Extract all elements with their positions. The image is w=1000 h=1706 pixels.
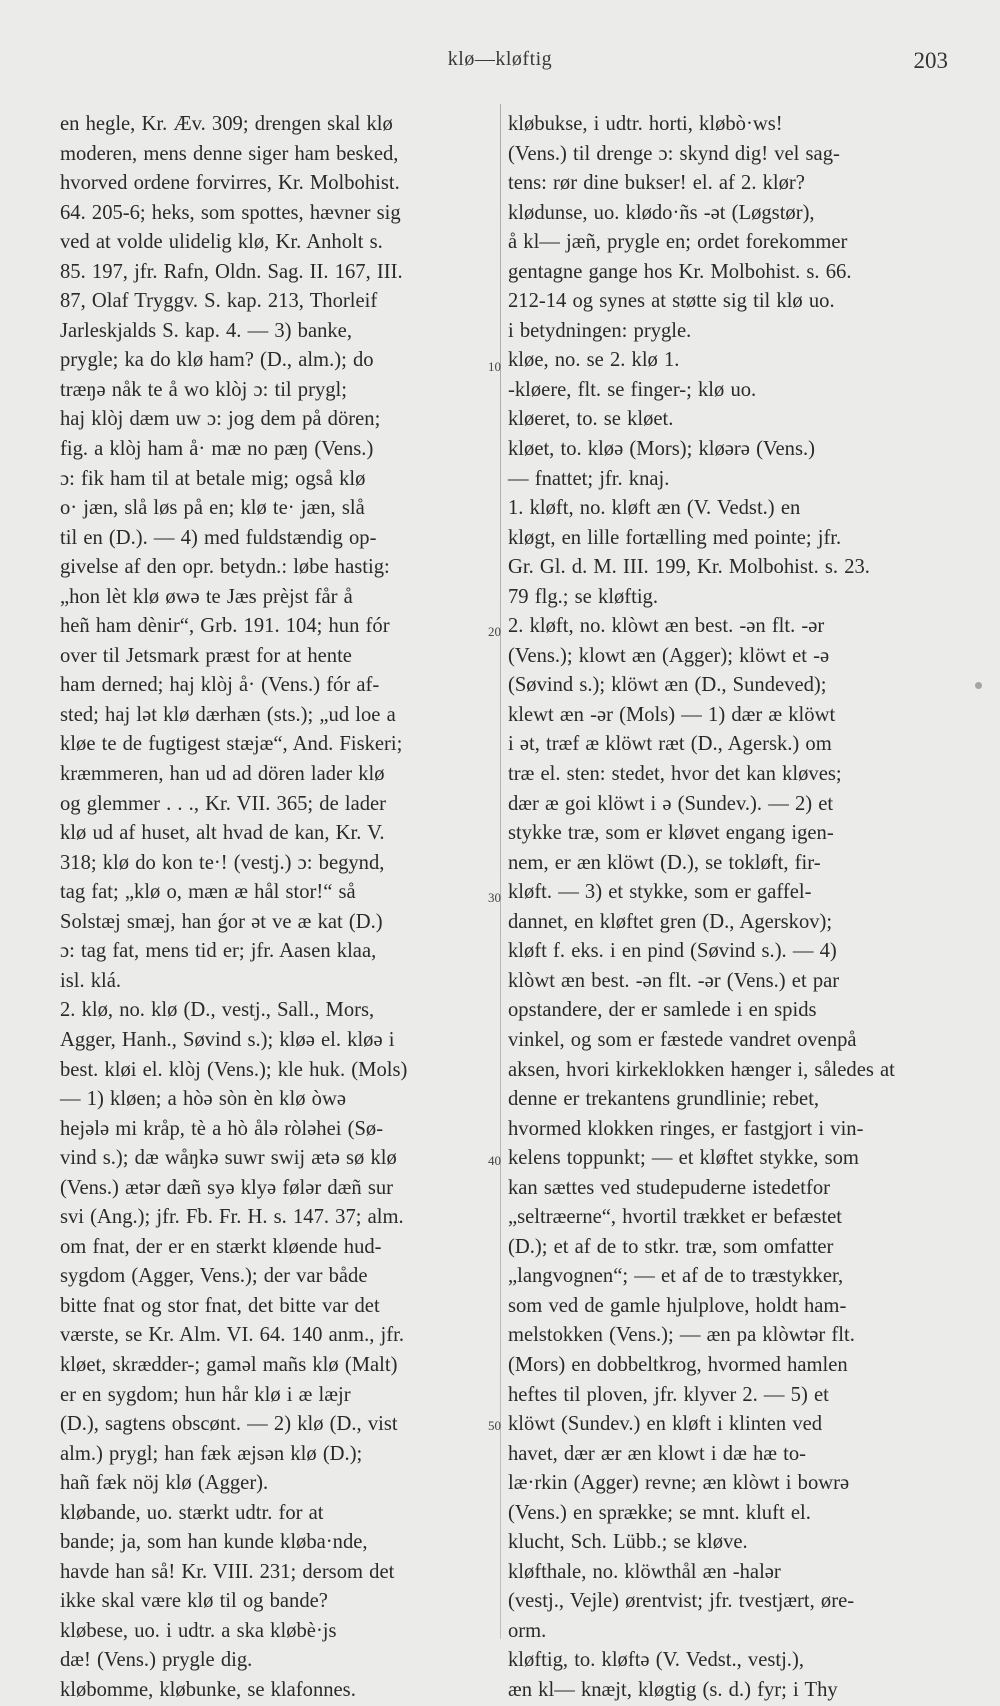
text-line: hejələ mi kråp, tè a hò ålə ròləhei (Sø- <box>60 1117 384 1140</box>
text-line: aksen, hvori kirkeklokken hænger i, således at <box>508 1058 895 1081</box>
text-line: (Vens.) en sprække; se mnt. kluft el. <box>508 1501 811 1524</box>
text-line: kløet, skrædder-; gaməl mañs klø (Malt) <box>60 1353 398 1376</box>
text-line: og glemmer . . ., Kr. VII. 365; de lader <box>60 792 387 815</box>
text-line: 85. 197, jfr. Rafn, Oldn. Sag. II. 167, III. <box>60 260 403 283</box>
text-line: ved at volde ulidelig klø, Kr. Anholt s. <box>60 231 383 254</box>
text-line: klòwt æn best. -ən flt. -ər (Vens.) et par <box>508 969 840 992</box>
text-line: klewt æn -ər (Mols) — 1) dær æ klöwt <box>508 703 836 726</box>
text-line: gentagne gange hos Kr. Molbohist. s. 66. <box>508 260 852 283</box>
text-line: (D.); et af de to stkr. træ, som omfatter <box>508 1235 834 1258</box>
text-line: ikke skal være klø til og bande? <box>60 1590 328 1613</box>
line-number-marker: 10 <box>488 359 501 374</box>
running-head <box>0 48 1000 76</box>
text-line: o· jæn, slå løs på en; klø te· jæn, slå <box>60 497 365 520</box>
text-line: 1. kløft, no. kløft æn (V. Vedst.) en <box>508 497 801 520</box>
text-line: denne er trekantens grundlinie; rebet, <box>508 1088 820 1111</box>
text-line: havet, dær ær æn klowt i dæ hæ to- <box>508 1442 807 1465</box>
text-line: læ·rkin (Agger) revne; æn klòwt i bowrə <box>508 1472 850 1495</box>
text-line: kløbukse, i udtr. horti, kløbò·ws! <box>508 113 783 135</box>
text-line: fig. a klòj ham å· mæ no pæŋ (Vens.) <box>60 438 374 461</box>
text-line: kløbomme, kløbunke, se klafonnes. <box>60 1678 356 1701</box>
text-line: træŋə nåk te å wo klòj ɔ: til prygl; <box>60 378 347 401</box>
text-line: i ət, træf æ klöwt ræt (D., Agersk.) om <box>508 733 832 756</box>
text-line: „langvognen“; — et af de to træstykker, <box>508 1265 844 1288</box>
text-line: orm. <box>508 1619 547 1642</box>
text-line: i betydningen: prygle. <box>508 319 692 342</box>
text-line: er en sygdom; hun hår klø i æ læjr <box>60 1383 351 1406</box>
ink-speck <box>975 682 982 689</box>
text-line: kløgt, en lille fortælling med pointe; jfr. <box>508 526 842 549</box>
text-line: best. kløi el. klòj (Vens.); kle huk. (Mols) <box>60 1058 408 1081</box>
text-line: træ el. sten: stedet, hvor det kan kløves; <box>508 763 842 786</box>
text-line: moderen, mens denne siger ham besked, <box>60 142 399 165</box>
text-line: (Vens.) til drenge ɔ: skynd dig! vel sag- <box>508 142 840 165</box>
text-line: kelens toppunkt; — et kløftet stykke, som <box>508 1147 859 1170</box>
text-line: klødunse, uo. klødo·ñs -ət (Løgstør), <box>508 201 815 224</box>
text-line: kløft f. eks. i en pind (Søvind s.). — 4) <box>508 940 837 963</box>
text-line: 79 flg.; se kløftig. <box>508 585 659 608</box>
text-line: vind s.); dæ wåŋkə suwr swij ætə sø klø <box>60 1147 397 1170</box>
text-line: hañ fæk nöj klø (Agger). <box>60 1472 269 1495</box>
text-line: sted; haj lət klø dærhæn (sts.); „ud loe a <box>60 703 396 726</box>
text-line: hvorved ordene forvirres, Kr. Molbohist. <box>60 172 400 195</box>
text-line: kløbese, uo. i udtr. a ska kløbè·js <box>60 1619 337 1642</box>
text-line: kan sættes ved studepuderne istedetfor <box>508 1176 830 1199</box>
text-line: heñ ham dènir“, Grb. 191. 104; hun fór <box>60 615 390 638</box>
text-line: til en (D.). — 4) med fuldstændig op- <box>60 526 377 549</box>
text-line: prygle; ka do klø ham? (D., alm.); do <box>60 349 374 372</box>
text-line: over til Jetsmark præst for at hente <box>60 644 352 667</box>
text-line: 212-14 og synes at støtte sig til klø uo. <box>508 290 835 313</box>
line-number-marker: 30 <box>488 890 501 905</box>
text-line: dannet, en kløftet gren (D., Agerskov); <box>508 910 833 933</box>
text-line: æn kl— knæjt, kløgtig (s. d.) fyr; i Thy <box>508 1678 838 1701</box>
column-divider <box>500 104 501 1639</box>
text-line: kløeret, to. se kløet. <box>508 408 674 431</box>
text-line: „seltræerne“, hvortil trækket er befæstet <box>508 1206 842 1229</box>
text-line: dær æ goi klöwt i ə (Sundev.). — 2) et <box>508 792 834 815</box>
running-head-title: klø—kløftig <box>447 48 553 70</box>
text-line: „hon lèt klø øwə te Jæs prèjst får å <box>60 585 353 608</box>
left-column <box>60 110 492 1706</box>
text-line: Solstæj smæj, han ǵor ət ve æ kat (D.) <box>60 910 383 933</box>
text-line: 2. kløft, no. klòwt æn best. -ən flt. -ər <box>508 615 825 638</box>
text-line: kløet, to. kløə (Mors); kløərə (Vens.) <box>508 438 815 461</box>
text-line: sygdom (Agger, Vens.); der var både <box>60 1265 368 1288</box>
text-line: 87, Olaf Tryggv. S. kap. 213, Thorleif <box>60 290 378 313</box>
text-line: bitte fnat og stor fnat, det bitte var det <box>60 1294 380 1317</box>
text-line: kløfthale, no. klöwthål æn -halər <box>508 1560 781 1583</box>
text-line: Jarleskjalds S. kap. 4. — 3) banke, <box>60 319 352 342</box>
text-line: dæ! (Vens.) prygle dig. <box>60 1649 253 1672</box>
text-line: opstandere, der er samlede i en spids <box>508 999 817 1022</box>
text-line: kræmmeren, han ud ad dören lader klø <box>60 763 385 786</box>
text-line: -kløere, flt. se finger-; klø uo. <box>508 378 757 401</box>
text-line: kløbande, uo. stærkt udtr. for at <box>60 1501 324 1524</box>
text-line: givelse af den opr. betydn.: løbe hastig: <box>60 556 390 579</box>
text-line: svi (Ang.); jfr. Fb. Fr. H. s. 147. 37; alm. <box>60 1206 404 1229</box>
text-line: ɔ: tag fat, mens tid er; jfr. Aasen klaa, <box>60 940 377 963</box>
text-line: Gr. Gl. d. M. III. 199, Kr. Molbohist. s. 23. <box>508 556 870 579</box>
text-line: — fnattet; jfr. knaj. <box>508 467 670 490</box>
text-line: kløe te de fugtigest stæjæ“, And. Fiskeri; <box>60 733 403 756</box>
text-line: ɔ: fik ham til at betale mig; også klø <box>60 467 366 490</box>
text-line: som ved de gamle hjulplove, holdt ham- <box>508 1294 847 1317</box>
text-line: alm.) prygl; han fæk æjsən klø (D.); <box>60 1442 363 1465</box>
text-line: værste, se Kr. Alm. VI. 64. 140 anm., jfr. <box>60 1324 404 1347</box>
text-line: klø ud af huset, alt hvad de kan, Kr. V. <box>60 822 385 845</box>
text-line: (Søvind s.); klöwt æn (D., Sundeved); <box>508 674 827 697</box>
text-line: (Vens.); klowt æn (Agger); klöwt et -ə <box>508 644 830 667</box>
text-line: klucht, Sch. Lübb.; se kløve. <box>508 1531 748 1554</box>
line-number-marker: 50 <box>488 1418 501 1433</box>
text-line: (vestj., Vejle) ørentvist; jfr. tvestjært, øre- <box>508 1590 855 1613</box>
text-line: 2. klø, no. klø (D., vestj., Sall., Mors, <box>60 999 375 1022</box>
text-line: (Mors) en dobbeltkrog, hvormed hamlen <box>508 1353 848 1376</box>
text-line: 318; klø do kon te·! (vestj.) ɔ: begynd, <box>60 851 385 874</box>
page-number: 203 <box>913 48 948 73</box>
text-line: tag fat; „klø o, mæn æ hål stor!“ så <box>60 881 356 904</box>
right-column <box>508 110 948 1706</box>
text-line: en hegle, Kr. Æv. 309; drengen skal klø <box>60 113 393 135</box>
text-line: hvormed klokken ringes, er fastgjort i vin- <box>508 1117 864 1140</box>
text-line: 64. 205-6; heks, som spottes, hævner sig <box>60 201 401 224</box>
text-line: bande; ja, som han kunde kløba·nde, <box>60 1531 368 1554</box>
line-number-marker: 20 <box>488 624 501 639</box>
text-line: isl. klá. <box>60 969 122 992</box>
text-line: haj klòj dæm uw ɔ: jog dem på dören; <box>60 408 381 431</box>
text-line: havde han så! Kr. VIII. 231; dersom det <box>60 1560 395 1583</box>
text-line: ham derned; haj klòj å· (Vens.) fór af- <box>60 674 380 697</box>
text-line: klöwt (Sundev.) en kløft i klinten ved <box>508 1413 823 1436</box>
line-number-marker: 40 <box>488 1153 501 1168</box>
text-line: tens: rør dine bukser! el. af 2. klør? <box>508 172 805 195</box>
text-line: heftes til ploven, jfr. klyver 2. — 5) et <box>508 1383 829 1406</box>
text-line: (D.), sagtens obscønt. — 2) klø (D., vist <box>60 1413 398 1436</box>
text-line: kløe, no. se 2. klø 1. <box>508 349 680 372</box>
text-line: kløftig, to. kløftə (V. Vedst., vestj.), <box>508 1649 804 1672</box>
text-line: om fnat, der er en stærkt kløende hud- <box>60 1235 382 1258</box>
text-line: stykke træ, som er kløvet engang igen- <box>508 822 834 845</box>
text-line: — 1) kløen; a hòə sòn èn klø òwə <box>60 1088 346 1111</box>
text-line: Agger, Hanh., Søvind s.); kløə el. kløə i <box>60 1028 395 1051</box>
text-line: vinkel, og som er fæstede vandret ovenpå <box>508 1028 857 1051</box>
text-line: nem, er æn klöwt (D.), se tokløft, fir- <box>508 851 821 874</box>
text-line: kløft. — 3) et stykke, som er gaffel- <box>508 881 812 904</box>
text-line: melstokken (Vens.); — æn pa klòwtər flt. <box>508 1324 855 1347</box>
text-line: å kl— jæñ, prygle en; ordet forekommer <box>508 231 848 254</box>
text-line: (Vens.) ætər dæñ syə klyə følər dæñ sur <box>60 1176 394 1199</box>
